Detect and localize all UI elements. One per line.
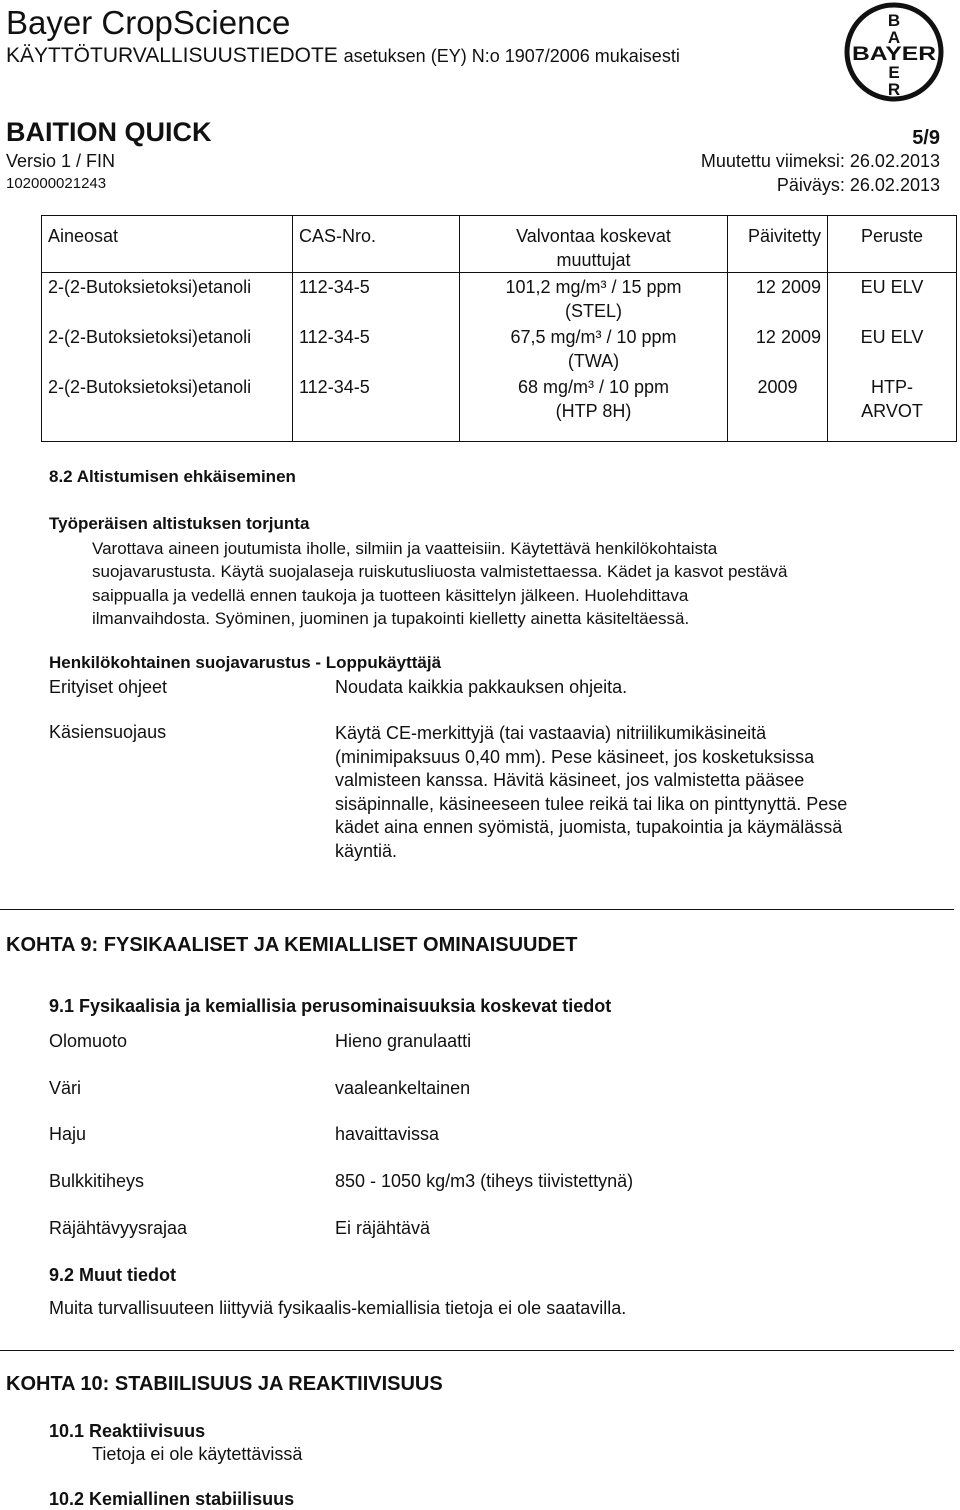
section-10-title: KOHTA 10: STABIILISUUS JA REAKTIIVISUUS	[6, 1373, 443, 1395]
page-number: 5/9	[912, 127, 940, 149]
hand-protection-label: Käsiensuojaus	[49, 722, 167, 742]
company-name: Bayer CropScience	[6, 4, 291, 41]
special-instructions-label: Erityiset ohjeet	[49, 677, 168, 697]
section-8-2-title: 8.2 Altistumisen ehkäiseminen	[49, 467, 296, 486]
svg-text:B: B	[887, 11, 901, 30]
table-header-row	[42, 216, 957, 273]
document-title-main: KÄYTTÖTURVALLISUUSTIEDOTE	[6, 44, 338, 67]
logo-text: BAYER	[852, 44, 937, 65]
header-basis: Peruste	[828, 216, 957, 273]
work-exposure-text: Varottava aineen joutumista iholle, silmiin ja vaatteisiin. Käytettävä henkilökohtaista suojavarustusta. Käytä suojalaseja ruiskutusliuosta valmistettaessa. Kädet ja kasvot pestävä saippualla ja vedellä ennen taukoja ja tuotteen käsittelyn jälkeen. Huolehdittava ilmanvaihdosta. Syöminen, juominen ja tupakointi kielletty ainetta käsiteltäessä.	[92, 539, 788, 628]
svg-text:A: A	[887, 28, 901, 47]
svg-text:R: R	[887, 80, 901, 99]
section-9-2-title: 9.2 Muut tiedot	[49, 1265, 176, 1285]
header-substance: Aineosat	[42, 216, 293, 273]
property-value: Ei räjähtävä	[335, 1218, 431, 1238]
bayer-cross-logo	[834, 2, 954, 102]
property-value: vaaleankeltainen	[335, 1078, 471, 1098]
property-label: Haju	[49, 1124, 87, 1144]
table-row: 2-(2-Butoksietoksi)etanoli 112-34-5 101,2 mg/m³ / 15 ppm (STEL) 12 2009 EU ELV	[42, 273, 957, 324]
work-exposure-title: Työperäisen altistuksen torjunta	[49, 514, 310, 533]
issue-date: Päiväys: 26.02.2013	[776, 175, 940, 195]
svg-text:E: E	[888, 63, 900, 82]
property-value: havaittavissa	[335, 1124, 440, 1144]
section-divider	[0, 1350, 954, 1351]
reactivity-text: Tietoja ei ole käytettävissä	[92, 1444, 303, 1464]
ppe-title: Henkilökohtainen suojavarustus - Loppukäyttäjä	[49, 653, 442, 672]
version-text: Versio 1 / FIN	[6, 151, 116, 171]
document-title	[6, 44, 680, 68]
special-instructions-value: Noudata kaikkia pakkauksen ohjeita.	[335, 677, 628, 697]
property-value: 850 - 1050 kg/m3 (tiheys tiivistettynä)	[335, 1171, 634, 1191]
section-9-title: KOHTA 9: FYSIKAALISET JA KEMIALLISET OMINAISUUDET	[6, 934, 578, 956]
header-value: Valvontaa koskevat muuttujat	[460, 216, 728, 273]
section-10-2-title: 10.2 Kemiallinen stabiilisuus	[49, 1489, 295, 1509]
product-name: BAITION QUICK	[6, 117, 212, 147]
header-cas: CAS-Nro.	[293, 216, 460, 273]
hand-protection-text: Käytä CE-merkittyjä (tai vastaavia) nitriilikumikäsineitä (minimipaksuus 0,40 mm). Pese käsineet, jos kosketuksissa valmisteen kanssa. Hävitä käsineet, jos valmistetta pääsee sisäpinnalle, käsineeseen tulee reikä tai lika on pinttynyttä. Pese kädet aina ennen syömistä, juomista, tupakointia ja käymälässä käyntiä.	[335, 723, 848, 861]
modified-date: Muutettu viimeksi: 26.02.2013	[700, 151, 940, 171]
exposure-limits-table	[41, 215, 957, 442]
table-row: 2-(2-Butoksietoksi)etanoli 112-34-5 67,5 mg/m³ / 10 ppm (TWA) 12 2009 EU ELV	[42, 323, 957, 373]
property-label: Räjähtävyysrajaa	[49, 1218, 188, 1238]
table-row: 2-(2-Butoksietoksi)etanoli 112-34-5 68 mg/m³ / 10 ppm (HTP 8H) 2009 HTP- ARVOT	[42, 373, 957, 442]
section-divider	[0, 909, 954, 910]
header-updated: Päivitetty	[728, 216, 828, 273]
section-10-1-title: 10.1 Reaktiivisuus	[49, 1421, 206, 1441]
property-label: Olomuoto	[49, 1031, 128, 1051]
document-number: 102000021243	[6, 175, 107, 192]
section-9-1-title: 9.1 Fysikaalisia ja kemiallisia perusominaisuuksia koskevat tiedot	[49, 996, 612, 1016]
property-label: Väri	[49, 1078, 82, 1098]
property-value: Hieno granulaatti	[335, 1031, 472, 1051]
other-info-text: Muita turvallisuuteen liittyviä fysikaalis-kemiallisia tietoja ei ole saatavilla.	[49, 1298, 627, 1318]
regulation-text: asetuksen (EY) N:o 1907/2006 mukaisesti	[343, 46, 680, 66]
property-label: Bulkkitiheys	[49, 1171, 145, 1191]
